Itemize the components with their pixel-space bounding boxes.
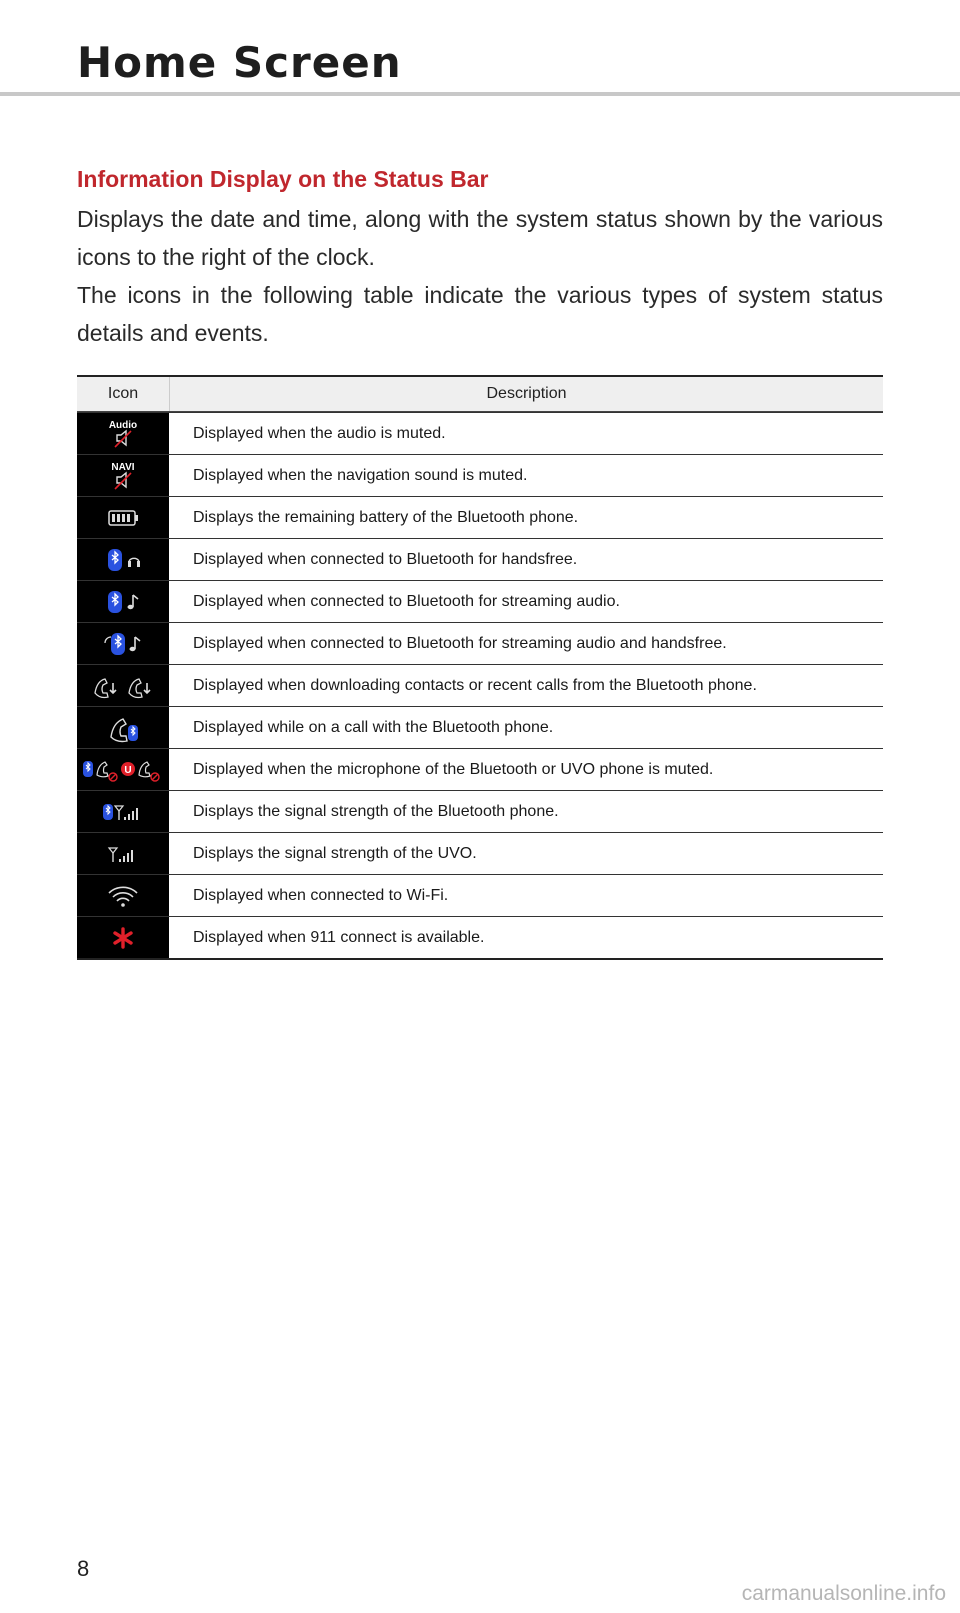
svg-text:U: U [124, 764, 132, 776]
svg-text:Audio: Audio [108, 419, 138, 431]
bluetooth-handsfree-icon [93, 543, 153, 577]
row-description: Displayed when 911 connect is available. [193, 929, 485, 946]
table-intro-paragraph: The icons in the following table indicate the various types of system status details and events. [77, 282, 883, 346]
table-row [77, 748, 883, 790]
table-row [77, 454, 883, 496]
section-heading: Information Display on the Status Bar [77, 166, 489, 192]
page-number: 8 [77, 1556, 90, 1581]
row-description: Displays the signal strength of the UVO. [193, 845, 477, 862]
row-description: Displayed when downloading contacts or recent calls from the Bluetooth phone. [193, 677, 757, 694]
row-description: Displayed when the microphone of the Bluetooth or UVO phone is muted. [193, 761, 714, 778]
audio-mute-icon [93, 417, 153, 451]
table-row [77, 496, 883, 538]
download-contacts-icon [83, 669, 163, 703]
table-row [77, 622, 883, 664]
row-description: Displays the signal strength of the Bluetooth phone. [193, 803, 559, 820]
table-row [77, 412, 883, 454]
table-row [77, 538, 883, 580]
table-header-row [77, 377, 883, 412]
row-description: Displayed when connected to Bluetooth for handsfree. [193, 551, 578, 568]
emergency-911-icon [93, 921, 153, 955]
bluetooth-call-icon [93, 711, 153, 745]
header-description-column: Description [169, 377, 883, 411]
table-row [77, 874, 883, 916]
intro-paragraph: Displays the date and time, along with the system status shown by the various icons to the right of the clock. [77, 206, 883, 270]
svg-text:NAVI: NAVI [111, 461, 135, 473]
mic-mute-icon [81, 753, 165, 787]
row-description: Displays the remaining battery of the Bluetooth phone. [193, 509, 579, 526]
table-row [77, 916, 883, 958]
row-description: Displayed when the navigation sound is muted. [193, 467, 528, 484]
watermark: carmanualsonline.info [741, 1582, 946, 1605]
table-row [77, 580, 883, 622]
wifi-icon [93, 879, 153, 913]
page-title: Home Screen [77, 38, 402, 87]
row-description: Displayed when connected to Bluetooth for streaming audio and handsfree. [193, 635, 727, 652]
row-description: Displayed while on a call with the Bluetooth phone. [193, 719, 554, 736]
uvo-signal-icon [93, 837, 153, 871]
page-header [0, 0, 960, 96]
status-icon-table [77, 375, 883, 960]
bluetooth-signal-icon [93, 795, 153, 829]
header-icon-column: Icon [107, 385, 139, 402]
row-description: Displayed when connected to Bluetooth for streaming audio. [193, 593, 620, 610]
bluetooth-audio-icon [93, 585, 153, 619]
table-row [77, 790, 883, 832]
table-row [77, 832, 883, 874]
row-description: Displayed when connected to Wi-Fi. [193, 887, 449, 904]
table-row [77, 706, 883, 748]
row-description: Displayed when the audio is muted. [193, 425, 446, 442]
battery-icon [93, 501, 153, 535]
bluetooth-audio-handsfree-icon [93, 627, 153, 661]
navi-mute-icon [93, 459, 153, 493]
header-divider [0, 92, 960, 96]
table-row [77, 664, 883, 706]
